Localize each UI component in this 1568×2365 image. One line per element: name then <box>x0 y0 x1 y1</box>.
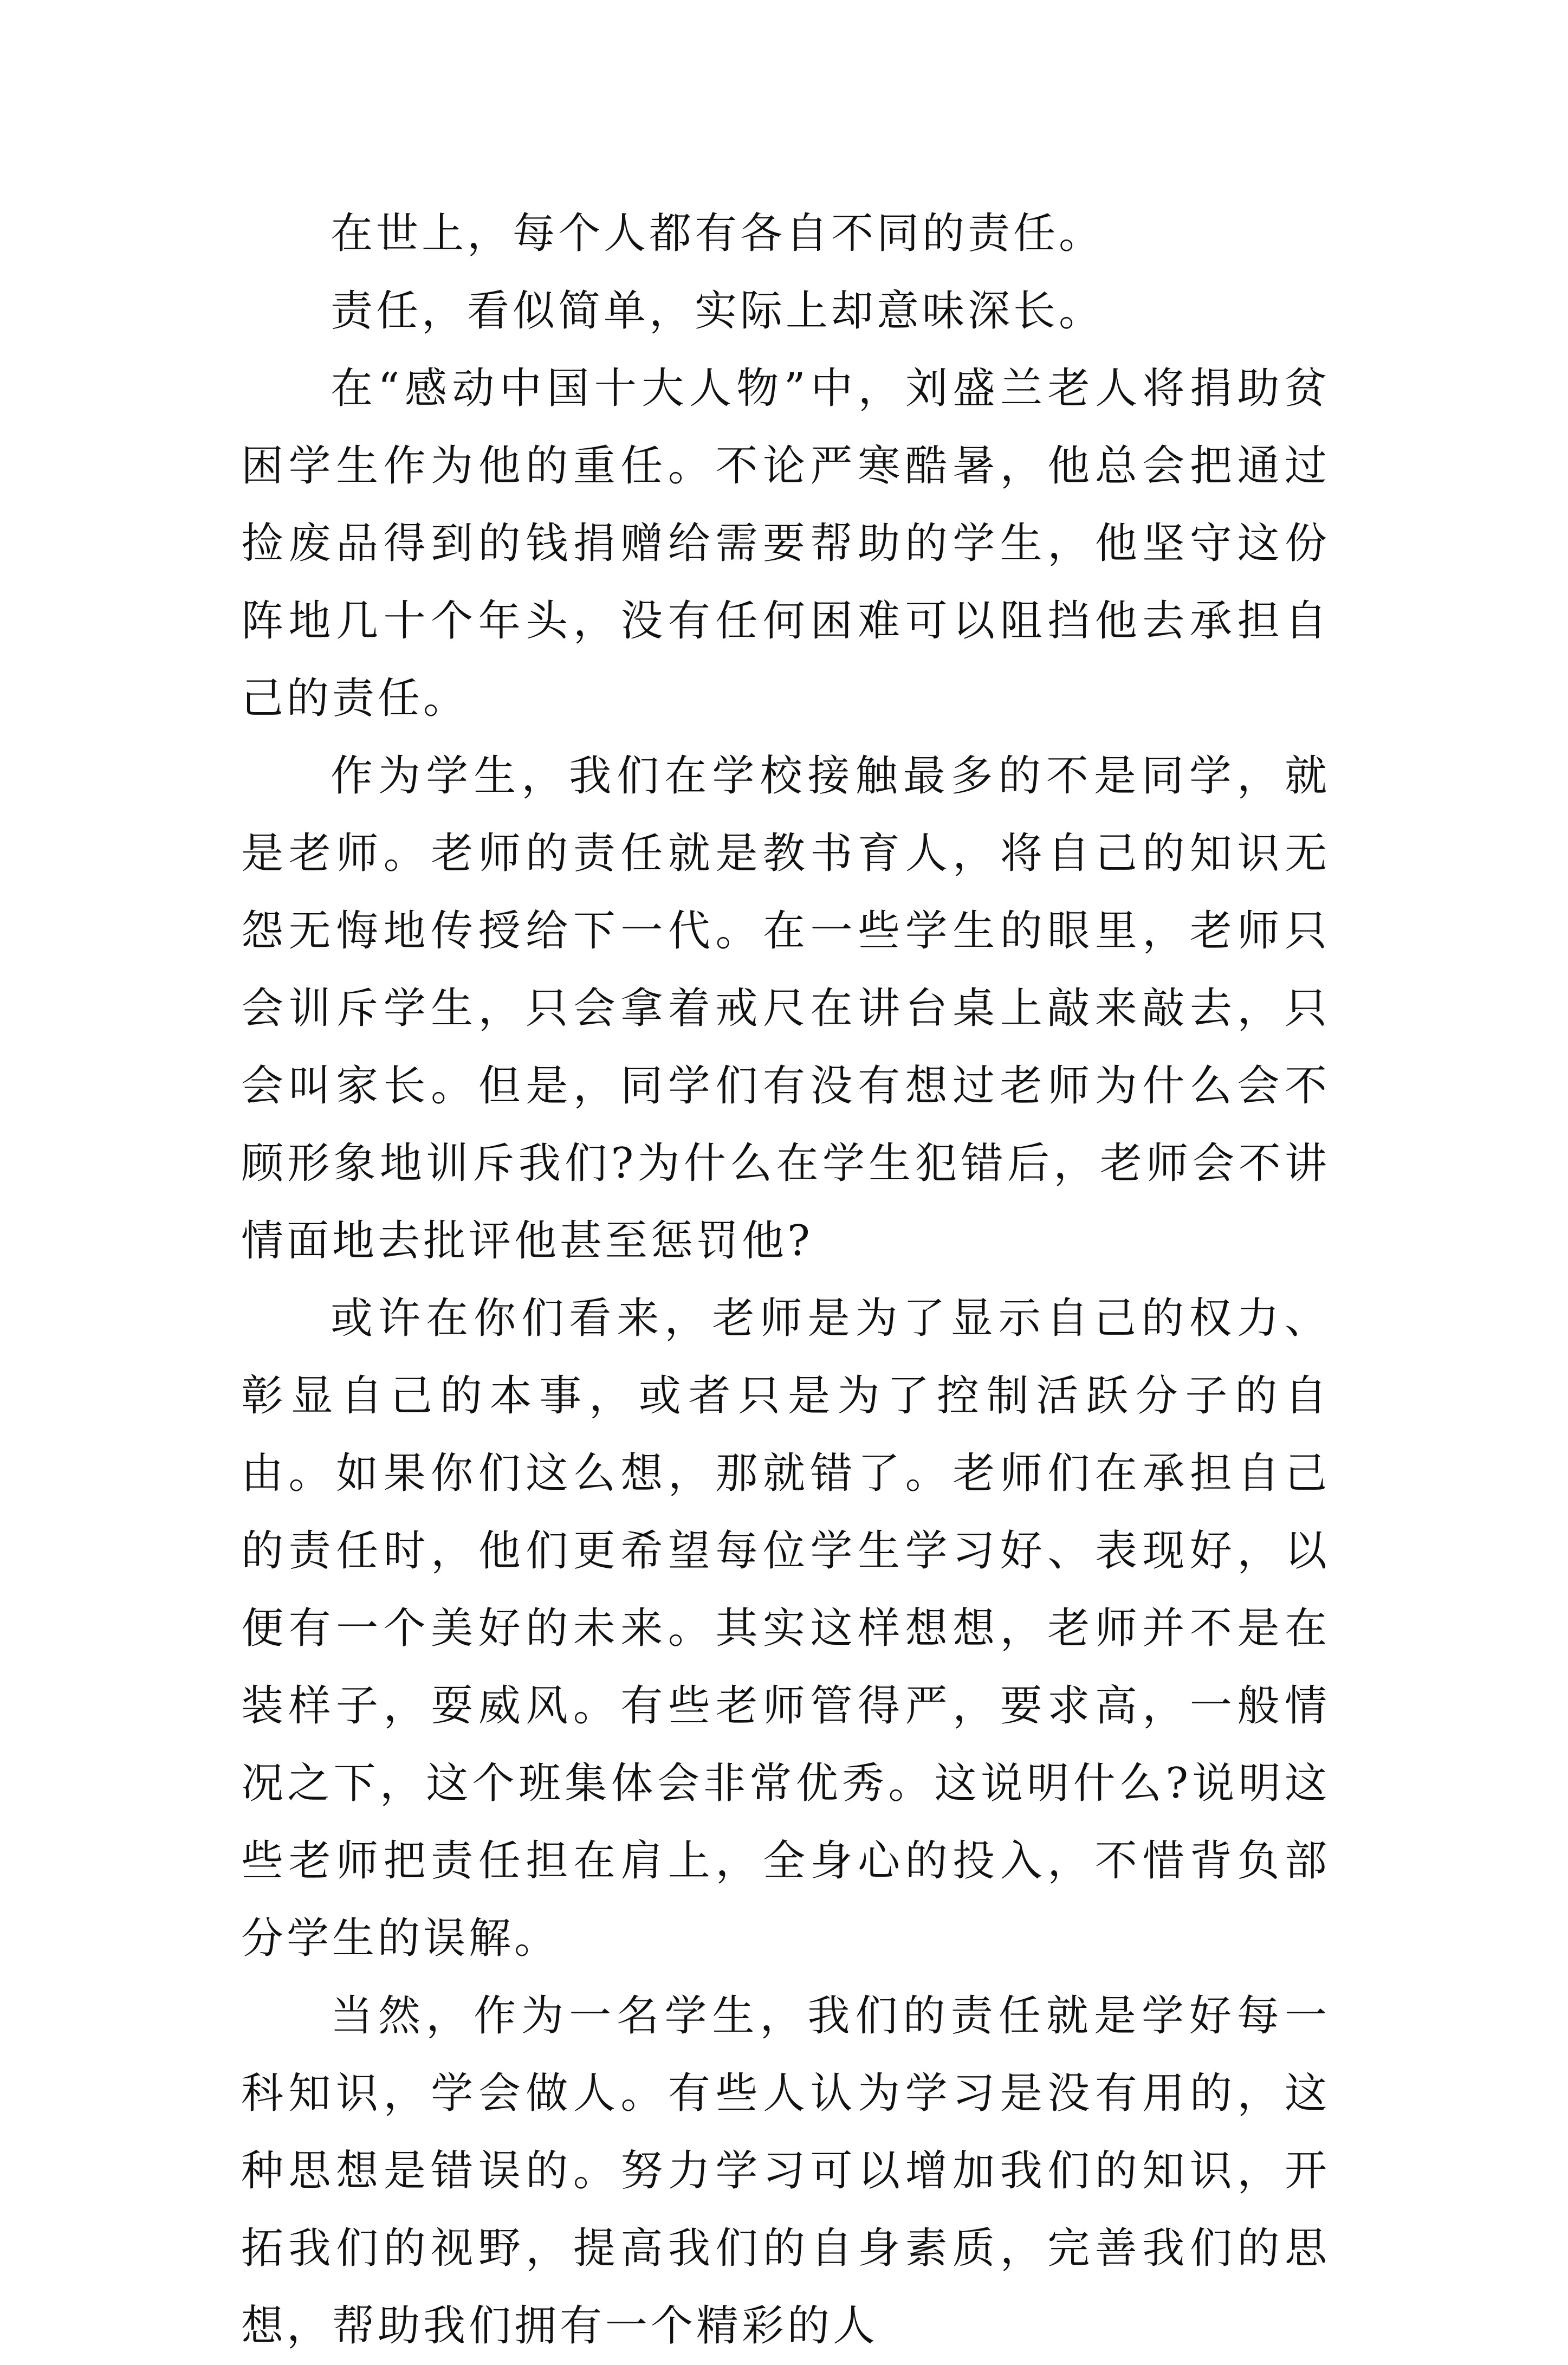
paragraph-4: 作为学生，我们在学校接触最多的不是同学，就是老师。老师的责任就是教书育人，将自己的知识无怨无悔地传授给下一代。在一些学生的眼里，老师只会训斥学生，只会拿着戒尺在讲台桌上敲来敲去，只会叫家长。但是，同学们有没有想过老师为什么会不顾形象地训斥我们?为什么在学生犯错后，老师会不讲情面地去批评他甚至惩罚他? <box>241 752 1330 1265</box>
paragraph-6: 当然，作为一名学生，我们的责任就是学好每一科知识，学会做人。有些人认为学习是没有用的，这种思想是错误的。努力学习可以增加我们的知识，开拓我们的视野，提高我们的自身素质，完善我们的思想，帮助我们拥有一个精彩的人 <box>241 1992 1330 2350</box>
paragraph-2: 责任，看似简单，实际上却意味深长。 <box>331 287 1105 335</box>
paragraph-5: 或许在你们看来，老师是为了显示自己的权力、彰显自己的本事，或者只是为了控制活跃分子的自由。如果你们这么想，那就错了。老师们在承担自己的责任时，他们更希望每位学生学习好、表现好，以便有一个美好的未来。其实这样想想，老师并不是在装样子，耍威风。有些老师管得严，要求高，一般情况之下，这个班集体会非常优秀。这说明什么?说明这些老师把责任担在肩上，全身心的投入，不惜背负部分学生的误解。 <box>241 1294 1330 1963</box>
paragraph-1: 在世上，每个人都有各自不同的责任。 <box>331 209 1105 258</box>
paragraph-3: 在“感动中国十大人物”中，刘盛兰老人将捐助贫困学生作为他的重任。不论严寒酷暑，他总会把通过捡废品得到的钱捐赠给需要帮助的学生，他坚守这份阵地几十个年头，没有任何困难可以阻挡他去承担自己的责任。 <box>241 364 1330 723</box>
document-body <box>241 195 1330 2365</box>
